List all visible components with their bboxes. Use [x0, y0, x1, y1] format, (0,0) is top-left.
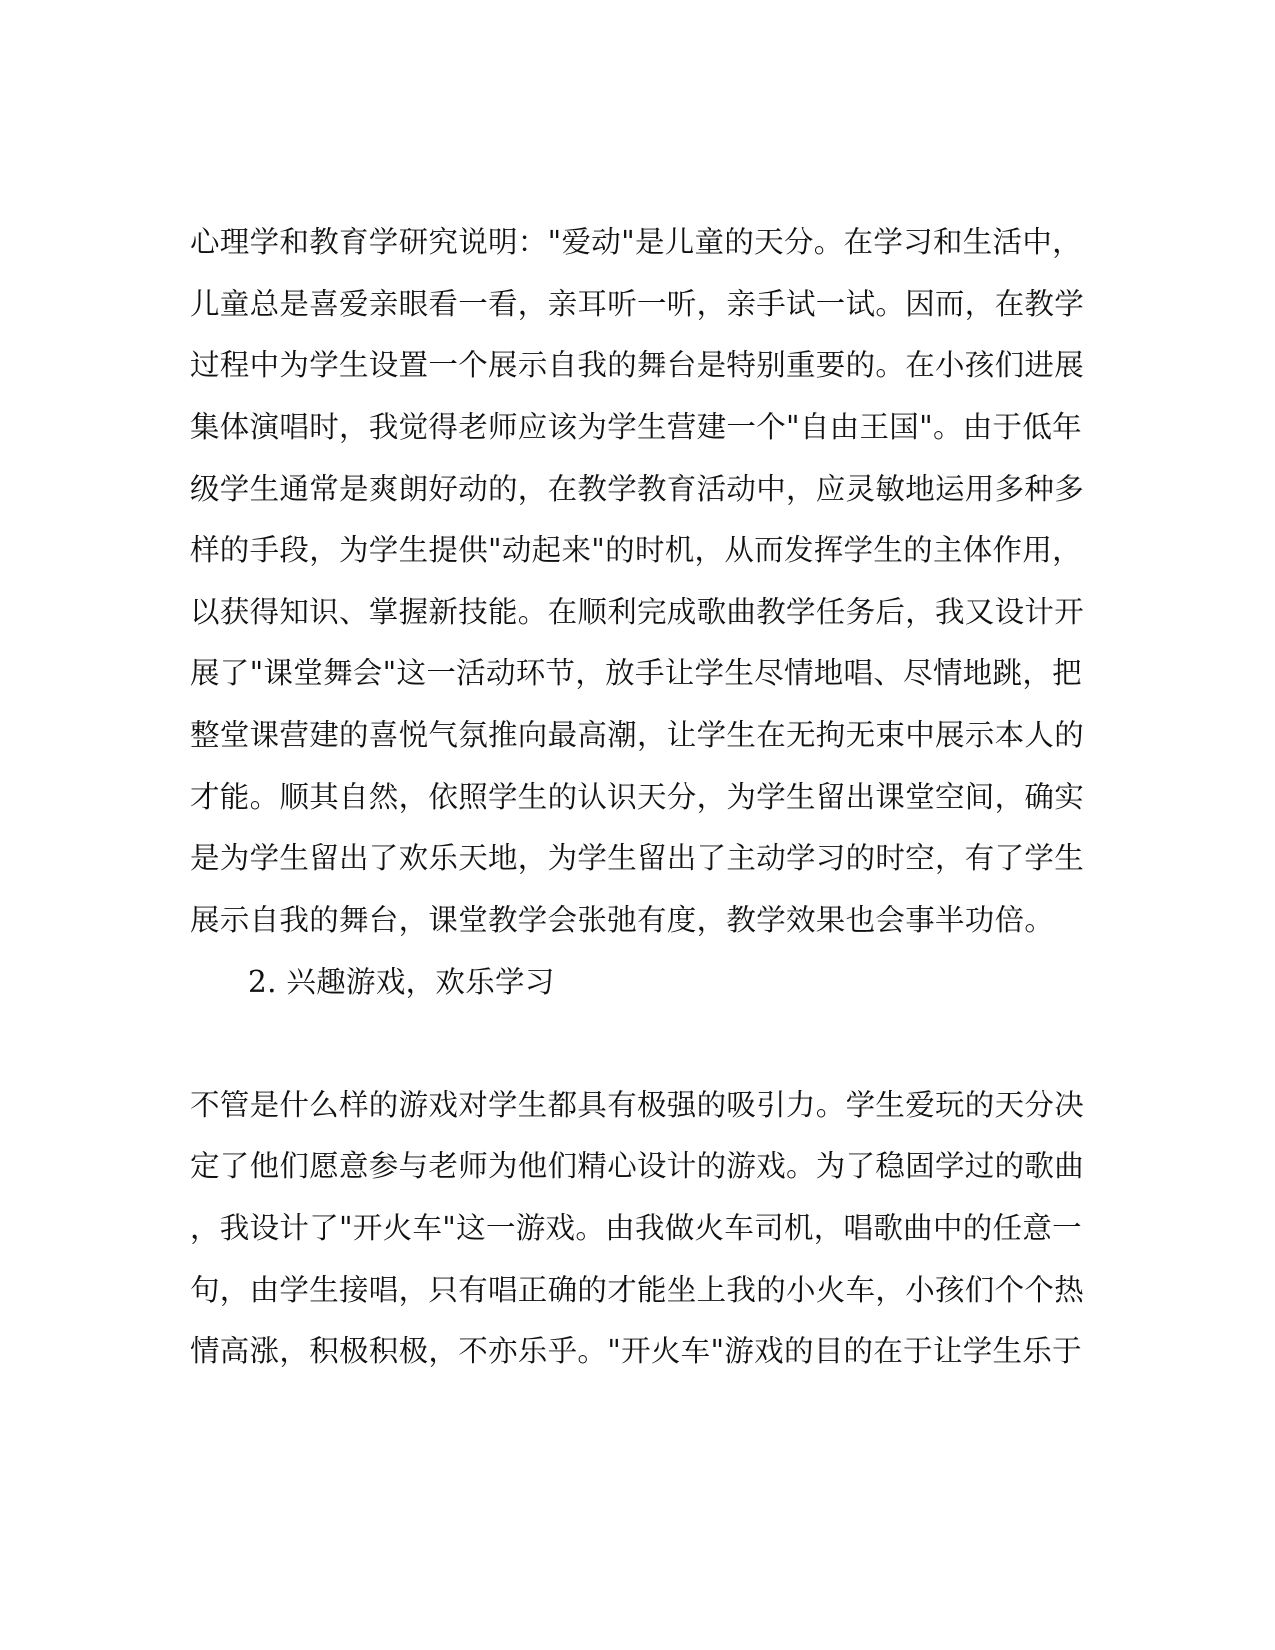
- text-line: 展示自我的舞台，课堂教学会张弛有度，教学效果也会事半功倍。: [190, 903, 1055, 937]
- text-line: 以获得知识、掌握新技能。在顺利完成歌曲教学任务后，我又设计开: [190, 595, 1085, 629]
- text-line: 展了"课堂舞会"这一活动环节，放手让学生尽情地唱、尽情地跳，把: [190, 656, 1082, 690]
- text-line: 不管是什么样的游戏对学生都具有极强的吸引力。学生爱玩的天分决: [190, 1088, 1085, 1122]
- text-line: 句，由学生接唱，只有唱正确的才能坐上我的小火车，小孩们个个热: [190, 1273, 1085, 1307]
- section-heading: 2. 兴趣游戏，欢乐学习: [248, 965, 555, 999]
- text-line: 才能。顺其自然，依照学生的认识天分，为学生留出课堂空间，确实: [190, 780, 1085, 814]
- text-line: 过程中为学生设置一个展示自我的舞台是特别重要的。在小孩们进展: [190, 348, 1085, 382]
- text-line: 儿童总是喜爱亲眼看一看，亲耳听一听，亲手试一试。因而，在教学: [190, 287, 1085, 321]
- text-line: 集体演唱时，我觉得老师应该为学生营建一个"自由王国"。由于低年: [190, 410, 1082, 444]
- text-line: 定了他们愿意参与老师为他们精心设计的游戏。为了稳固学过的歌曲: [190, 1149, 1085, 1183]
- text-line: ，我设计了"开火车"这一游戏。由我做火车司机，唱歌曲中的任意一: [190, 1211, 1082, 1245]
- text-line: 是为学生留出了欢乐天地，为学生留出了主动学习的时空，有了学生: [190, 841, 1085, 875]
- text-line: 整堂课营建的喜悦气氛推向最高潮，让学生在无拘无束中展示本人的: [190, 718, 1085, 752]
- text-line: 心理学和教育学研究说明："爱动"是儿童的天分。在学习和生活中，: [190, 225, 1082, 259]
- text-line: 级学生通常是爽朗好动的，在教学教育活动中，应灵敏地运用多种多: [190, 472, 1085, 506]
- text-line: 样的手段，为学生提供"动起来"的时机，从而发挥学生的主体作用，: [190, 533, 1082, 567]
- text-line: 情高涨，积极积极，不亦乐乎。"开火车"游戏的目的在于让学生乐于: [190, 1334, 1082, 1368]
